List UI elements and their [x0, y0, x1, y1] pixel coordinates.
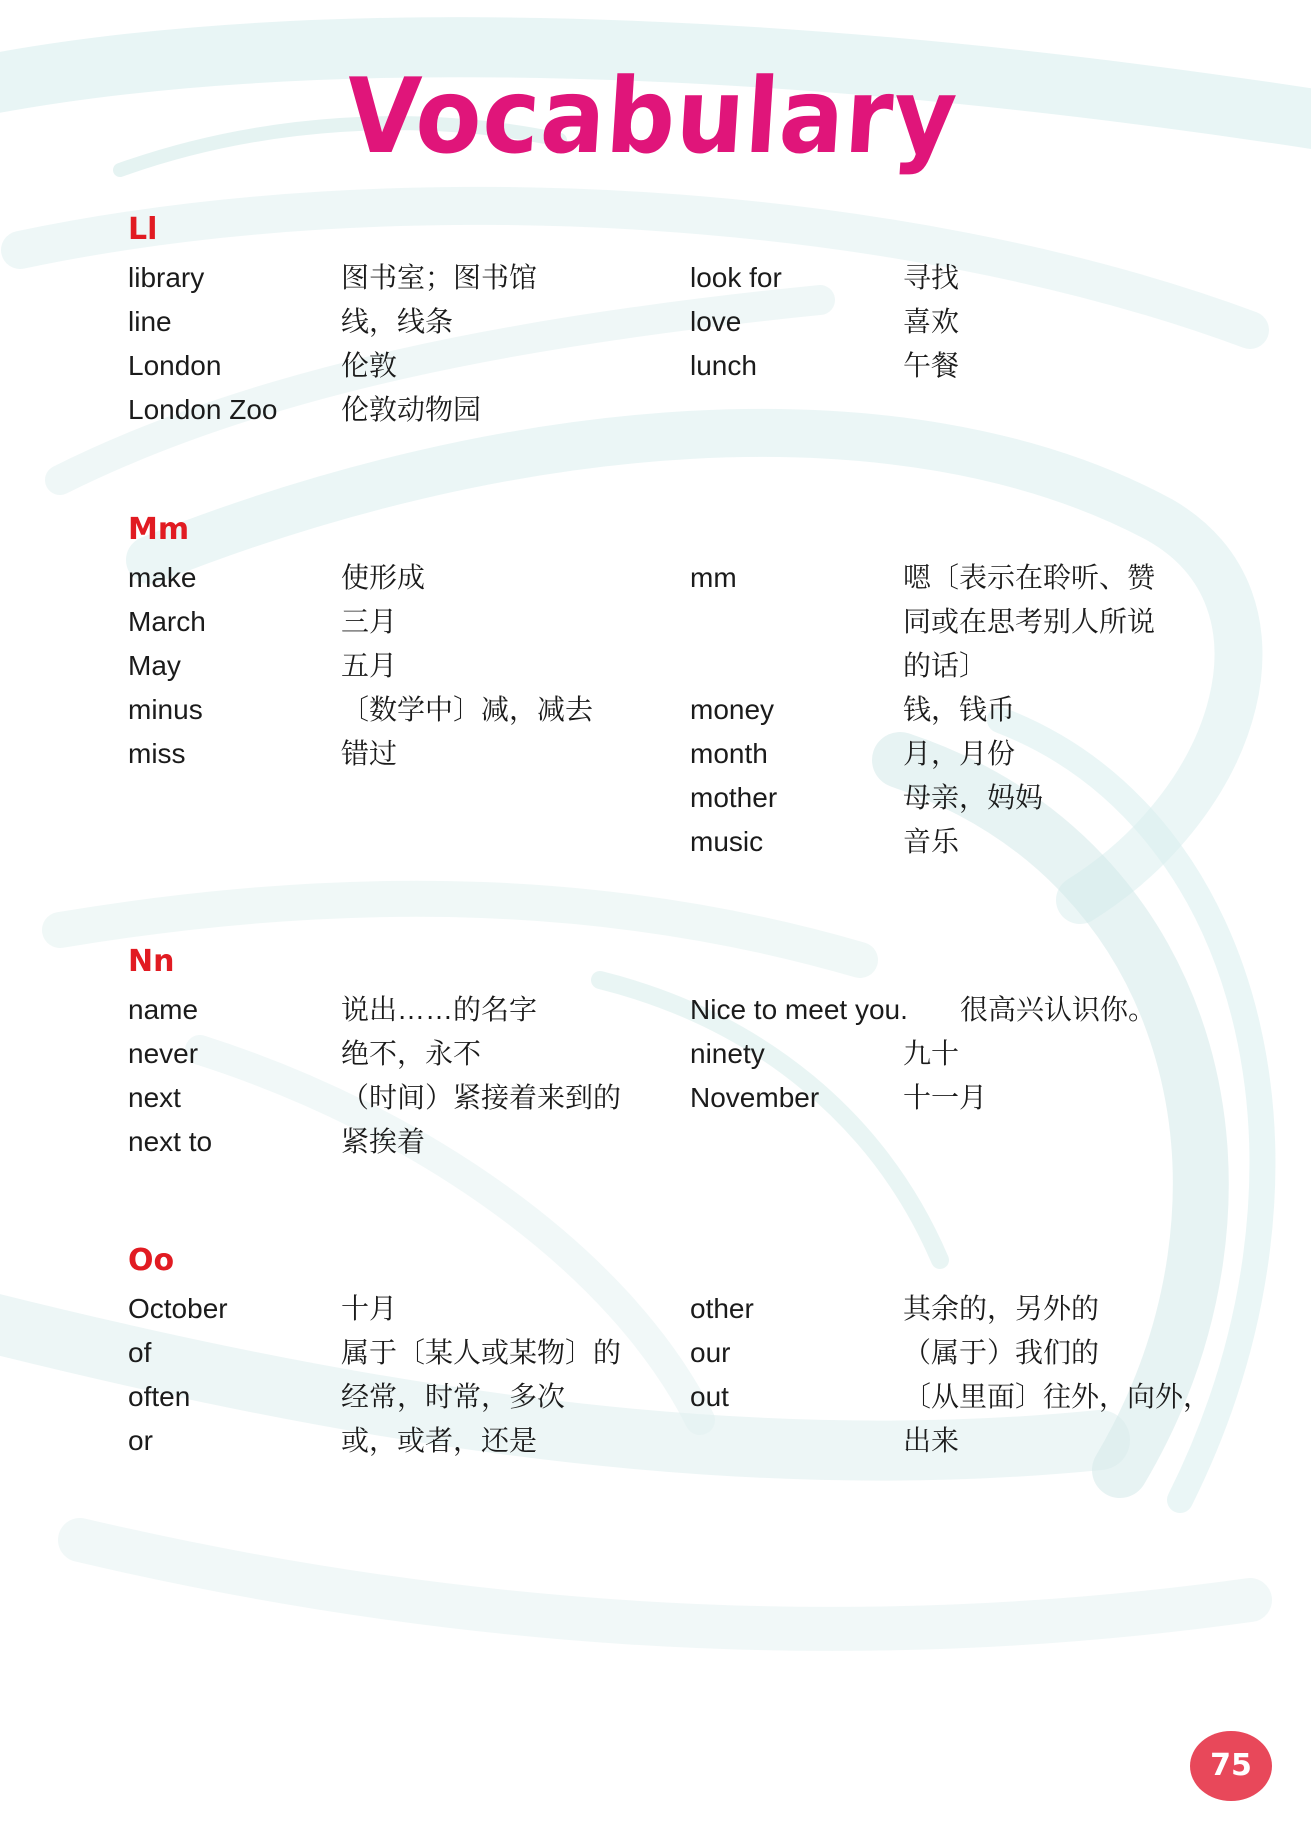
vocab-word: name [128, 994, 199, 1025]
vocab-meaning: 或，或者，还是 [341, 1425, 538, 1456]
vocab-word: love [690, 306, 742, 337]
section-heading-oo: Oo [128, 1243, 175, 1278]
page-title: Vocabulary [341, 56, 962, 177]
vocab-word: out [690, 1381, 729, 1412]
vocab-word: minus [128, 694, 203, 725]
vocab-meaning-line: 嗯〔表示在聆听、赞 [903, 562, 1156, 593]
vocab-word: March [128, 606, 206, 637]
vocab-word: lunch [690, 350, 757, 381]
vocab-meaning-line: 同或在思考别人所说 [903, 606, 1156, 637]
vocab-word: November [690, 1082, 820, 1113]
vocab-meaning: 线，线条 [341, 306, 454, 337]
vocab-meaning: 图书室；图书馆 [341, 262, 538, 293]
vocab-word: often [128, 1381, 191, 1412]
vocab-meaning: （属于）我们的 [903, 1337, 1100, 1368]
vocab-meaning: 母亲，妈妈 [903, 782, 1044, 813]
vocab-meaning: 十一月 [903, 1082, 988, 1113]
vocab-word: money [690, 694, 775, 725]
vocab-word: October [128, 1293, 228, 1324]
vocab-meaning-line: 〔从里面〕往外，向外， [903, 1381, 1212, 1412]
vocab-meaning: 月，月份 [903, 738, 1016, 769]
vocab-meaning: 伦敦动物园 [341, 394, 482, 425]
vocab-meaning: 使形成 [341, 562, 426, 593]
vocab-meaning: 音乐 [903, 826, 960, 857]
vocab-word: next to [128, 1126, 213, 1157]
vocab-meaning: 很高兴认识你。 [960, 994, 1157, 1025]
vocab-meaning: 寻找 [903, 262, 960, 293]
vocab-word: our [690, 1337, 731, 1368]
vocab-word: month [690, 738, 768, 769]
vocab-meaning: （时间）紧接着来到的 [341, 1082, 622, 1113]
section-heading-ll: Ll [128, 212, 158, 247]
vocab-word: never [128, 1038, 199, 1069]
vocab-word: Nice to meet you. [690, 994, 908, 1025]
vocab-word: music [690, 826, 764, 857]
vocab-meaning-line: 的话〕 [903, 650, 988, 681]
vocab-word: ninety [690, 1038, 765, 1069]
vocab-word: other [690, 1293, 754, 1324]
vocab-word: make [128, 562, 197, 593]
vocab-word: miss [128, 738, 186, 769]
vocab-word: mm [690, 562, 737, 593]
vocab-meaning: 其余的，另外的 [903, 1293, 1100, 1324]
vocab-meaning: 错过 [341, 738, 398, 769]
vocab-meaning: 绝不，永不 [341, 1038, 482, 1069]
vocab-meaning: 午餐 [903, 350, 960, 381]
vocab-meaning: 紧挨着 [341, 1126, 426, 1157]
vocab-word: library [128, 262, 205, 293]
vocab-word: line [128, 306, 172, 337]
vocab-meaning: 属于〔某人或某物〕的 [341, 1337, 622, 1368]
page-number-badge: 75 [1190, 1731, 1272, 1801]
vocab-meaning: 钱，钱币 [903, 694, 1016, 725]
vocab-meaning-line: 出来 [903, 1425, 960, 1456]
vocab-meaning: 〔数学中〕减，减去 [341, 694, 594, 725]
vocab-meaning: 喜欢 [903, 306, 960, 337]
vocab-word: London [128, 350, 222, 381]
vocab-word: or [128, 1425, 153, 1456]
vocab-word: London Zoo [128, 394, 278, 425]
section-heading-mm: Mm [128, 512, 190, 547]
vocab-word: mother [690, 782, 778, 813]
vocab-meaning: 伦敦 [341, 350, 398, 381]
vocab-word: May [128, 650, 181, 681]
vocab-meaning: 说出……的名字 [341, 994, 538, 1025]
vocab-word: look for [690, 262, 782, 293]
vocab-meaning: 三月 [341, 606, 398, 637]
section-heading-nn: Nn [128, 944, 175, 979]
vocab-meaning: 五月 [341, 650, 398, 681]
vocab-word: of [128, 1337, 152, 1368]
vocab-meaning: 经常，时常，多次 [341, 1381, 566, 1412]
vocab-meaning: 九十 [903, 1038, 960, 1069]
vocab-meaning: 十月 [341, 1293, 398, 1324]
vocab-word: next [128, 1082, 181, 1113]
